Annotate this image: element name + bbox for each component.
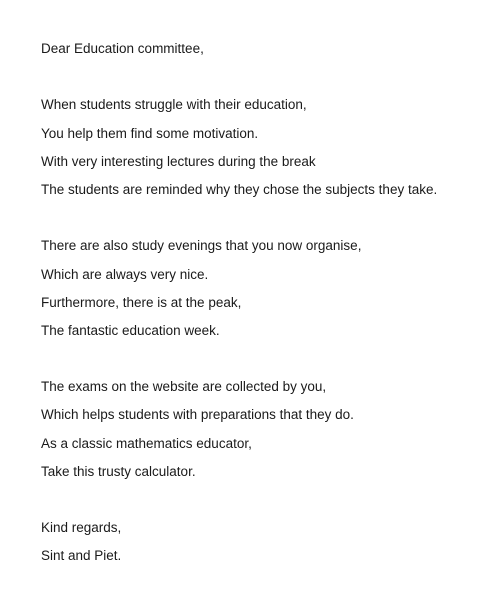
- blank-line: [41, 486, 437, 514]
- stanza-3-line-3: As a classic mathematics educator,: [41, 435, 252, 451]
- salutation: Dear Education committee,: [41, 41, 204, 56]
- stanza-1-line-3: With very interesting lectures during the break: [41, 153, 316, 169]
- stanza-3-line-1: The exams on the website are collected by you,: [41, 379, 327, 395]
- letter-body: [41, 35, 437, 571]
- stanza-2-line-4: The fantastic education week.: [41, 322, 220, 338]
- stanza-3-line-4: Take this trusty calculator.: [41, 463, 196, 479]
- stanza-3-line-2: Which helps students with preparations that they do.: [41, 407, 354, 423]
- stanza-1-line-2: You help them find some motivation.: [41, 125, 259, 141]
- stanza-2-line-1: There are also study evenings that you now organise,: [41, 238, 362, 254]
- stanza-2-line-2: Which are always very nice.: [41, 266, 209, 282]
- blank-line: [41, 345, 437, 373]
- stanza-2-line-3: Furthermore, there is at the peak,: [41, 294, 242, 310]
- blank-line: [41, 204, 437, 232]
- signature: Sint and Piet.: [41, 548, 122, 564]
- closing: Kind regards,: [41, 520, 122, 536]
- blank-line: [41, 63, 437, 91]
- stanza-1-line-4: The students are reminded why they chose the subjects they take.: [41, 181, 438, 197]
- stanza-1-line-1: When students struggle with their education,: [41, 97, 307, 113]
